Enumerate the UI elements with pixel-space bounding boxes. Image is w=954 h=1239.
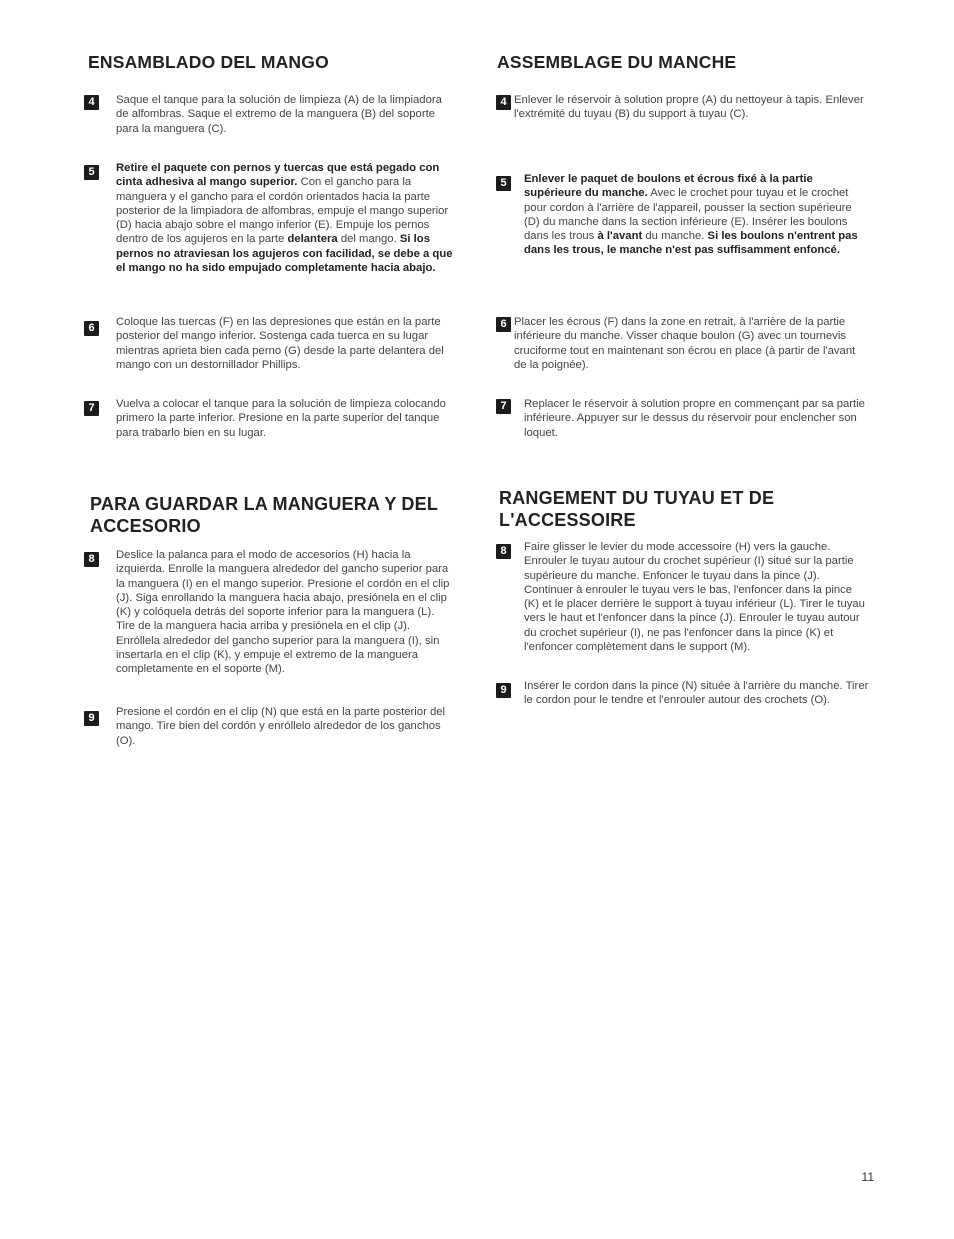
es-step-4 [88,93,456,136]
heading-para-guardar: PARA GUARDAR LA MANGUERA Y DEL ACCESORIO [90,494,438,536]
step-number-badge: 5 [496,176,511,191]
step-number-badge: 6 [84,321,99,336]
heading-rangement: RANGEMENT DU TUYAU ET DE L'ACCESSOIRE [499,488,775,530]
step-text: Vuelva a colocar el tanque para la solución de limpieza colocando primero la parte inferior. Presione en la parte superior del tanque para trabarlo bien en su lugar. [116,398,446,439]
step-text: Saque el tanque para la solución de limpieza (A) de la limpiadora de alfombras. Saque el extremo de la manguera (B) del soporte para la manguera (C). [116,94,442,135]
step-text: Insérer le cordon dans la pince (N) située à l'arrière du manche. Tirer le cordon pour le tendre et l'enrouler autour des crochets (O). [524,680,869,707]
fr-step-5 [500,172,869,258]
es-step-5 [88,161,456,275]
step-number-badge: 5 [84,165,99,180]
step-number-badge: 4 [496,95,511,110]
step-number-badge: 4 [84,95,99,110]
page-number: 11 [861,1170,874,1184]
step-text: Deslice la palanca para el modo de accesorios (H) hacia la izquierda. Enrolle la manguera alrededor del gancho superior para la manguera (I) en el mango superior. Presione el cordón en el clip (J). Siga enrollando la manguera hacia abajo, presiónela en el clip (K) y colóquela detrás del soporte inferior para la manguera (L). Tire de la manguera hacia arriba y presiónela en el clip (J). Enróllela alrededor del gancho superior para la manguera (I), sin insertarla en el clip (K), y empuje el extremo de la manguera completamente en el soporte (M). [116,549,450,676]
es-step-9 [88,705,456,748]
es-step-7 [88,397,456,440]
fr-step-6 [500,315,859,372]
fr-step-9 [500,679,869,708]
step-text: Replacer le réservoir à solution propre en commençant par sa partie inférieure. Appuyer sur le dessus du réservoir pour enclencher son loquet. [524,398,865,439]
fr-step-8 [500,540,869,654]
step-number-badge: 8 [84,552,99,567]
step-number-badge: 9 [84,711,99,726]
step-number-badge: 6 [496,317,511,332]
step-text: Placer les écrous (F) dans la zone en retrait, à l'arrière de la partie inférieure du manche. Visser chaque boulon (G) avec un tournevis cruciforme tout en maintenant son écrou en place (à partir de l'avant de la poignée). [514,316,856,371]
step-text: Retire el paquete con pernos y tuercas que está pegado con cinta adhesiva al mango superior. Con el gancho para la manguera y el gancho para el cordón orientados hacia la parte posterior de la limpiadora de alfombras, empuje el mango superior (D) hacia abajo sobre el mango inferior (E). Empuje los pernos dentro de los agujeros en la parte delantera del mango. Si los pernos no atraviesan los agujeros con facilidad, se debe a que el mango no ha sido empujado completamente hacia abajo. [116,162,453,275]
step-text: Enlever le paquet de boulons et écrous fixé à la partie supérieure du manche. Avec le crochet pour tuyau et le crochet pour cordon à l'arrière de l'appareil, pousser la section supérieure (D) du manche dans la section inférieure (E). Insérer les boulons dans les trous à l'avant du manche. Si les boulons n'entrent pas dans les trous, le manche n'est pas suffisamment enfoncé. [524,173,858,257]
step-number-badge: 7 [84,401,99,416]
es-step-8 [88,548,456,677]
step-number-badge: 8 [496,544,511,559]
step-text: Presione el cordón en el clip (N) que está en la parte posterior del mango. Tire bien del cordón y enróllelo alrededor de los ganchos (O). [116,706,446,747]
step-text: Enlever le réservoir à solution propre (A) du nettoyeur à tapis. Enlever l'extrémité du tuyau (B) du support à tuyau (C). [514,94,864,121]
step-number-badge: 7 [496,399,511,414]
step-text: Coloque las tuercas (F) en las depresiones que están en la parte posterior del mango inferior. Sostenga cada tuerca en su lugar mientras aprieta bien cada perno (G) desde la parte delantera del mango con un destornillador Phillips. [116,316,444,371]
heading-assemblage: ASSEMBLAGE DU MANCHE [497,52,737,72]
step-number-badge: 9 [496,683,511,698]
fr-step-7 [500,397,869,440]
es-step-6 [88,315,456,372]
heading-ensamblado: ENSAMBLADO DEL MANGO [88,52,329,72]
step-text: Faire glisser le levier du mode accessoire (H) vers la gauche. Enrouler le tuyau autour du crochet supérieur (I) situé sur la partie supérieure du manche. Enfoncer le tuyau dans la pince (J). Continuer à enrouler le tuyau vers le bas, l'enfoncer dans la pince (K) et le placer derrière le support à tuyau inférieur (L). Tirer le tuyau vers le haut et l'enfoncer dans la pince (J). Enrouler le tuyau autour du crochet supérieur (I), ne pas l'enfoncer dans la pince (K) et l'enfoncer complètement dans le support (M). [524,541,865,654]
fr-step-4 [500,93,874,122]
